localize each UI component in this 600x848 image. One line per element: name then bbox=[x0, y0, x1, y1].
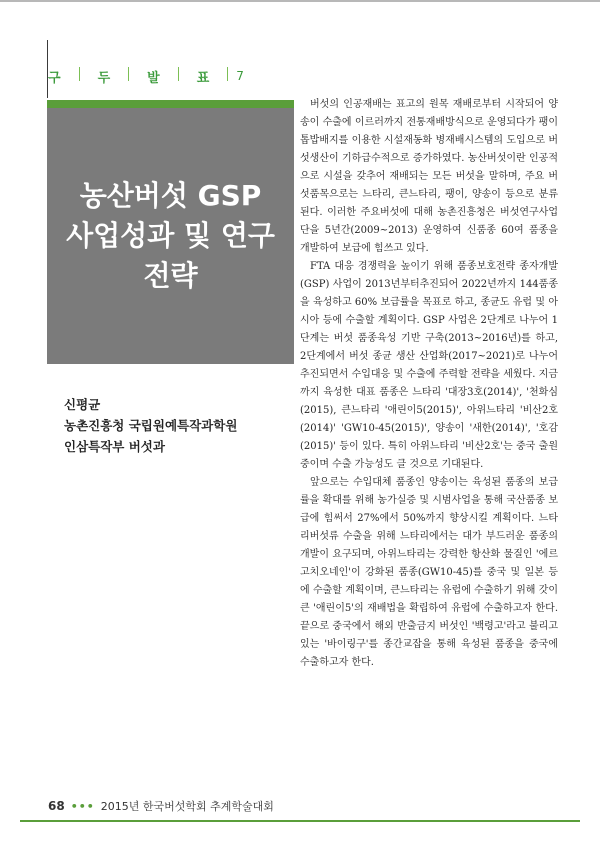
section-char: 발 bbox=[147, 70, 160, 86]
body-paragraph: 버섯의 인공재배는 표고의 원목 재배로부터 시작되어 양송이 수출에 이르러까지 전통재배방식으로 운영되다가 팽이 톱밥배지를 이용한 시설재동화 병재배시스템의 도입으로 버섯생산이 기하급수적으로 증가하였다. 농산버섯이란 인공적으로 시설을 갖추어 재배되는 모든 버섯을 말하며, 주요 버섯품목으로는 느타리, 큰느타리, 팽이, 양송이 등으로 분류된다. 이러한 주요버섯에 대해 농촌진흥청은 버섯연구사업단을 5년간(2009~2013) 운영하여 신품종 60여 품종을 개발하여 보급에 힘쓰고 있다. bbox=[300, 99, 558, 254]
section-separator bbox=[227, 67, 228, 81]
section-separator bbox=[79, 67, 80, 81]
body-paragraph: 앞으로는 수입대체 품종인 양송이는 육성된 품종의 보급률을 확대를 위해 농가실증 및 시범사업을 통해 국산품종 보급에 힘써서 27%에서 50%까지 향상시킬 계획이다. 느타리버섯류 수출을 위해 느타리에서는 대가 부드러운 품종의 개발이 요구되며, 아위느타리는 강력한 항산화 물질인 '에르고치오네인'이 강화된 품종(GW10-45)를 중국 및 일본 등에 수출할 계획이며, 큰느타리는 유럽에 수출하기 위해 갓이 큰 '애린이5'의 재배법을 확립하여 유럽에 수출하고자 한다. 끝으로 중국에서 해외 반출금지 버섯인 '백령고'라고 불리고 있는 '바이링구'를 종간교잡을 통해 육성된 품종을 중국에 수출하고자 한다. bbox=[300, 477, 558, 668]
section-label bbox=[48, 60, 244, 92]
body-text-column bbox=[300, 96, 558, 672]
page-footer bbox=[48, 798, 274, 814]
title-line-1: 농산버섯 GSP bbox=[79, 179, 262, 212]
section-separator bbox=[178, 67, 179, 81]
page-title bbox=[66, 176, 275, 296]
section-char: 표 bbox=[196, 70, 210, 86]
title-accent-bar bbox=[47, 100, 294, 108]
author-affiliation-1: 농촌진흥청 국립원예특작과학원 bbox=[64, 418, 238, 433]
footer-rule bbox=[20, 820, 580, 822]
body-paragraph: FTA 대응 경쟁력을 높이기 위해 품종보호전략 종자개발(GSP) 사업이 2013년부터추진되어 2022년까지 144품종을 육성하고 60% 보급률을 목표로 하고, 종균도 유럽 및 아시아 등에 수출할 계획이다. GSP 사업은 2단계로 나누어 1단계는 버섯 품종육성 기반 구축(2013~2016년)를 하고, 2단계에서 버섯 종균 생산 산업화(2017~2021)로 나누어 추진되면서 수입대응 및 수출에 주력할 전략을 세웠다. 지금까지 육성한 대표 품종은 느타리 '대장3호(2014)', '천화심(2015), 큰느타리 '애린이5(2015)', 아위느타리 '비산2호(2014)' 'GW10-45(2015)', 양송이 '새한(2014)', '호감(2015)' 등이 있다. 특히 아위느타리 '비산2호'는 중국 출원중이며 수출 가능성도 클 것으로 기대된다. bbox=[300, 261, 558, 470]
page-number: 68 bbox=[48, 799, 65, 813]
title-line-3: 전략 bbox=[143, 259, 198, 292]
section-char: 두 bbox=[97, 70, 111, 86]
author-name: 신평균 bbox=[64, 397, 101, 412]
top-rule bbox=[0, 0, 600, 2]
footer-event: 2015년 한국버섯학회 추계학술대회 bbox=[100, 800, 274, 813]
author-affiliation-2: 인삼특작부 버섯과 bbox=[64, 439, 165, 454]
author-block bbox=[64, 394, 294, 457]
section-separator bbox=[128, 67, 129, 81]
footer-dots: ••• bbox=[70, 799, 95, 813]
section-number: 7 bbox=[236, 69, 244, 83]
title-line-2: 사업성과 및 연구 bbox=[66, 219, 275, 252]
title-box bbox=[47, 108, 294, 364]
section-char: 구 bbox=[48, 70, 61, 86]
